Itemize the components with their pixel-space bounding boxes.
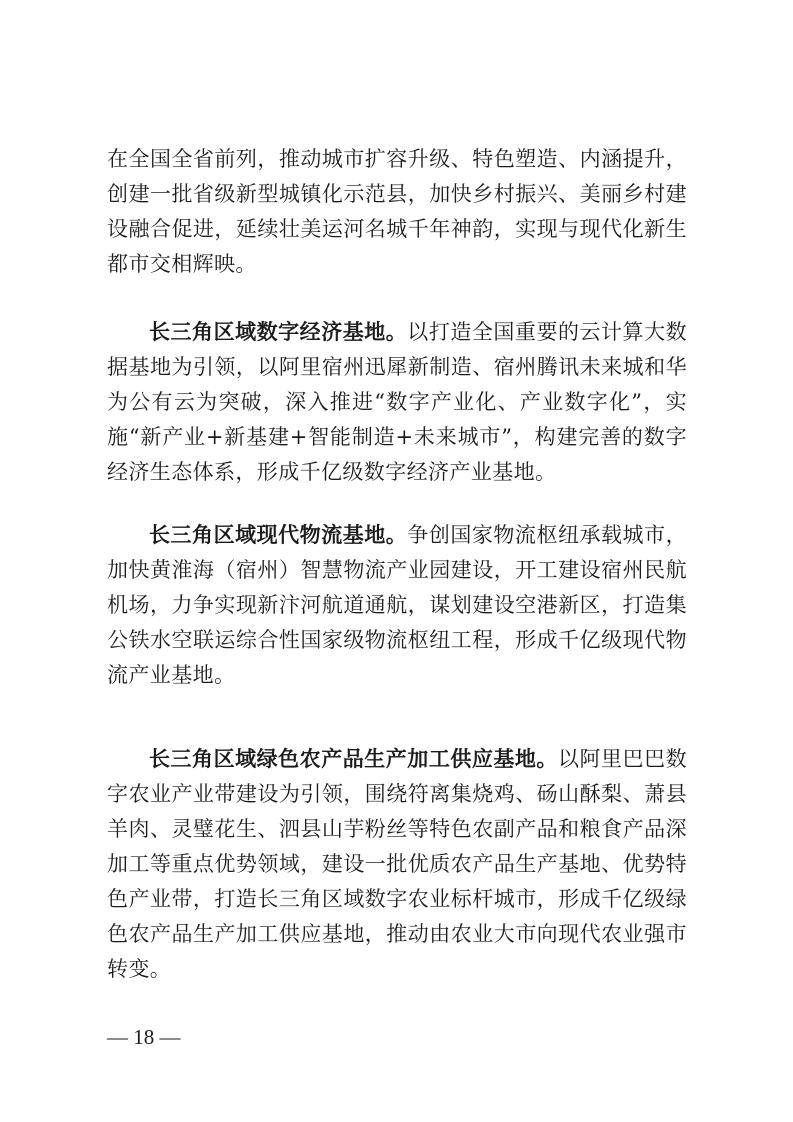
paragraph-text: 在全国全省前列，推动城市扩容升级、特色塑造、内涵提升，创建一批省级新型城镇化示范县，加快乡村振兴、美丽乡村建设融合促进，延续壮美运河名城千年神韵，实现与现代化新生都市交相辉映。 <box>107 147 687 276</box>
paragraph-green-agriculture-base <box>107 742 687 987</box>
paragraph-text: 争创国家物流枢纽承载城市，加快黄淮海（宿州）智慧物流产业园建设，开工建设宿州民航机场，力争实现新汴河航道通航，谋划建设空港新区，打造集公铁水空联运综合性国家级物流枢纽工程，形成千亿级现代物流产业基地。 <box>107 523 687 687</box>
paragraph-text: 以打造全国重要的云计算大数据基地为引领，以阿里宿州迅犀新制造、宿州腾讯未来城和华为公有云为突破，深入推进“数字产业化、产业数字化”，实施“新产业+新基建+智能制造+未来城市”，构建完善的数字经济生态体系，形成千亿级数字经济产业基地。 <box>107 320 687 484</box>
paragraph-continuation <box>107 142 687 282</box>
paragraph-heading: 长三角区域现代物流基地。 <box>149 523 408 547</box>
paragraph-heading: 长三角区域绿色农产品生产加工供应基地。 <box>149 747 558 771</box>
paragraph-text: 以阿里巴巴数字农业产业带建设为引领，围绕符离集烧鸡、砀山酥梨、萧县羊肉、灵璧花生、泗县山芋粉丝等特色农副产品和粮食产品深加工等重点优势领域，建设一批优质农产品生产基地、优势特色产业带，打造长三角区域数字农业标杆城市，形成千亿级绿色农产品生产加工供应基地，推动由农业大市向现代农业强市转变。 <box>107 747 687 981</box>
paragraph-logistics-base <box>107 518 687 693</box>
paragraph-digital-economy-base <box>107 315 687 490</box>
paragraph-heading: 长三角区域数字经济基地。 <box>149 320 408 344</box>
page-number: — 18 — <box>107 1025 181 1049</box>
